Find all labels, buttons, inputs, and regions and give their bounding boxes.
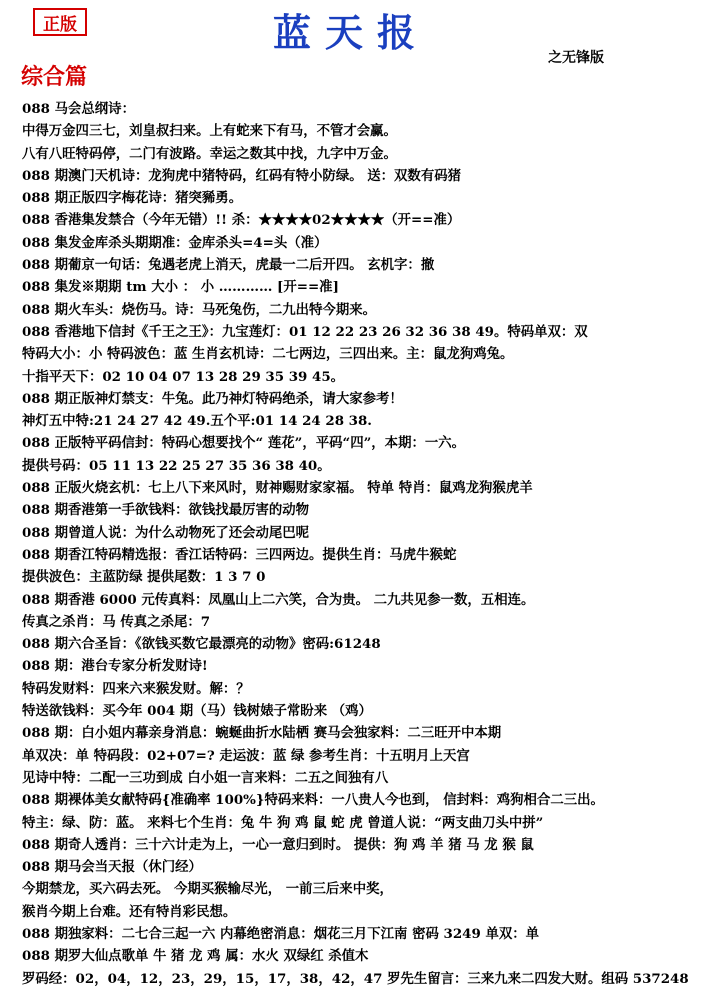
text-line: 特主：绿、防：蓝。 来料七个生肖：兔 牛 狗 鸡 鼠 蛇 虎 曾道人说：“两支曲刀头中拼” (22, 814, 544, 831)
text-line: 088 期香港第一手欲钱料：欲钱找最厉害的动物 (22, 502, 310, 519)
text-line: 猴肖今期上台难。还有特肖彩民想。 (22, 903, 237, 920)
text-line: 088 期葡京一句话：兔遇老虎上消天，虎最一二后开四。 玄机字：撤 (22, 257, 435, 274)
text-line: 088 集发※期期 tm 大小 ： 小 ………… [开==准] (22, 279, 339, 296)
text-line: 088 期正版神灯禁支：牛兔。此乃神灯特码绝杀，请大家参考！ (22, 390, 403, 407)
text-line: 088 香港集发禁合（今年无错）!! 杀：★★★★02★★★★（开==准） (22, 212, 461, 229)
text-line: 088 期：白小姐内幕亲身消息：蜿蜒曲折水陆栖 赛马会独家料：二三旺开中本期 (22, 725, 502, 742)
edition-subtitle: 之无锋版 (548, 50, 604, 66)
text-line: 特送欲钱料：买今年 004 期（马）钱树婊子常盼来 （鸡） (22, 703, 372, 720)
text-line: 今期禁龙，买六码去死。 今期买猴输尽光， 一前三后来中奖， (22, 881, 393, 898)
text-line: 十指平天下：02 10 04 07 13 28 29 35 39 45。 (22, 368, 345, 385)
content-body (22, 98, 698, 990)
text-line: 088 期六合圣旨：《欲钱买数它最漂亮的动物》密码:61248 (22, 636, 381, 653)
text-line: 088 期裸体美女献特码{准确率 100%}特码来料：一八贵人今也到， 信封料：鸡狗相合二三出。 (22, 792, 604, 809)
text-line: 见诗中特：二配一三功到成 白小姐一言来料：二五之间独有八 (22, 769, 389, 786)
page-title: 蓝天报 (272, 10, 429, 55)
text-line: 罗码经：02，04，12，23，29，15，17，38，42，47 罗先生留言：三来九来二四发大财。组码 537248 (22, 970, 689, 987)
text-line: 特码发财料：四来六来猴发财。解：？ (22, 680, 250, 697)
text-line: 单双决：单 特码段：02+07=? 走运波：蓝 绿 参考生肖：十五明月上天宫 (22, 747, 470, 764)
text-line: 提供号码：05 11 13 22 25 27 35 36 38 40。 (22, 457, 331, 474)
text-line: 088 正版特平码信封：特码心想要找个“ 莲花”，平码“四”，本期：一六。 (22, 435, 466, 452)
text-line: 088 正版火烧玄机：七上八下来风时，财神赐财家家福。 特单 特肖：鼠鸡龙狗猴虎羊 (22, 480, 533, 497)
text-line: 088 期：港台专家分析发财诗! (22, 658, 208, 675)
text-line: 特码大小：小 特码波色：蓝 生肖玄机诗：二七两边，三四出来。主：鼠龙狗鸡兔。 (22, 346, 514, 363)
text-line: 088 期香港 6000 元传真料：凤凰山上二六笑，合为贵。 二九共见参一数，五相连。 (22, 591, 535, 608)
text-line: 提供波色：主蓝防绿 提供尾数：1 3 7 0 (22, 569, 266, 586)
text-line: 088 期香江特码精选报：香江话特码：三四两边。提供生肖：马虎牛猴蛇 (22, 546, 457, 563)
text-line: 八有八旺特码停，二门有波路。幸运之数其中找，九字中万金。 (22, 145, 397, 162)
text-line: 088 期奇人透肖：三十六计走为上，一心一意归到时。 提供：狗 鸡 羊 猪 马 龙 猴 鼠 (22, 836, 534, 853)
text-line: 088 期马会当天报（休门经） (22, 859, 202, 876)
text-line: 传真之杀肖：马 传真之杀尾：7 (22, 613, 211, 630)
text-line: 088 期正版四字梅花诗：猪突豨勇。 (22, 190, 243, 207)
text-line: 088 马会总纲诗： (22, 101, 135, 117)
section-heading: 综合篇 (21, 65, 88, 90)
text-line: 088 集发金库杀头期期准：金库杀头=4=头（准） (22, 234, 328, 251)
text-line: 088 香港地下信封《千王之王》：九宝莲灯：01 12 22 23 26 32 36 38 49。特码单双：双 (22, 323, 588, 340)
text-line: 088 期火车头：烧伤马。诗：马死兔伤，二九出特今期来。 (22, 301, 376, 318)
text-line: 088 期曾道人说：为什么动物死了还会动尾巴呢 (22, 524, 310, 541)
text-line: 088 期澳门天机诗：龙狗虎中猪特码，红码有特小防绿。 送：双数有码猪 (22, 167, 461, 184)
text-line: 神灯五中特:21 24 27 42 49.五个平:01 14 24 28 38. (22, 413, 372, 430)
genuine-badge: 正版 (33, 8, 87, 36)
text-line: 088 期罗大仙点歌单 牛 猪 龙 鸡 属：水火 双绿红 杀值木 (22, 948, 369, 965)
text-line: 中得万金四三七，刘皇叔扫来。上有蛇来下有马，不管才会赢。 (22, 123, 397, 140)
text-line: 088 期独家料：二七合三起一六 内幕绝密消息：烟花三月下江南 密码 3249 单双：单 (22, 925, 540, 942)
